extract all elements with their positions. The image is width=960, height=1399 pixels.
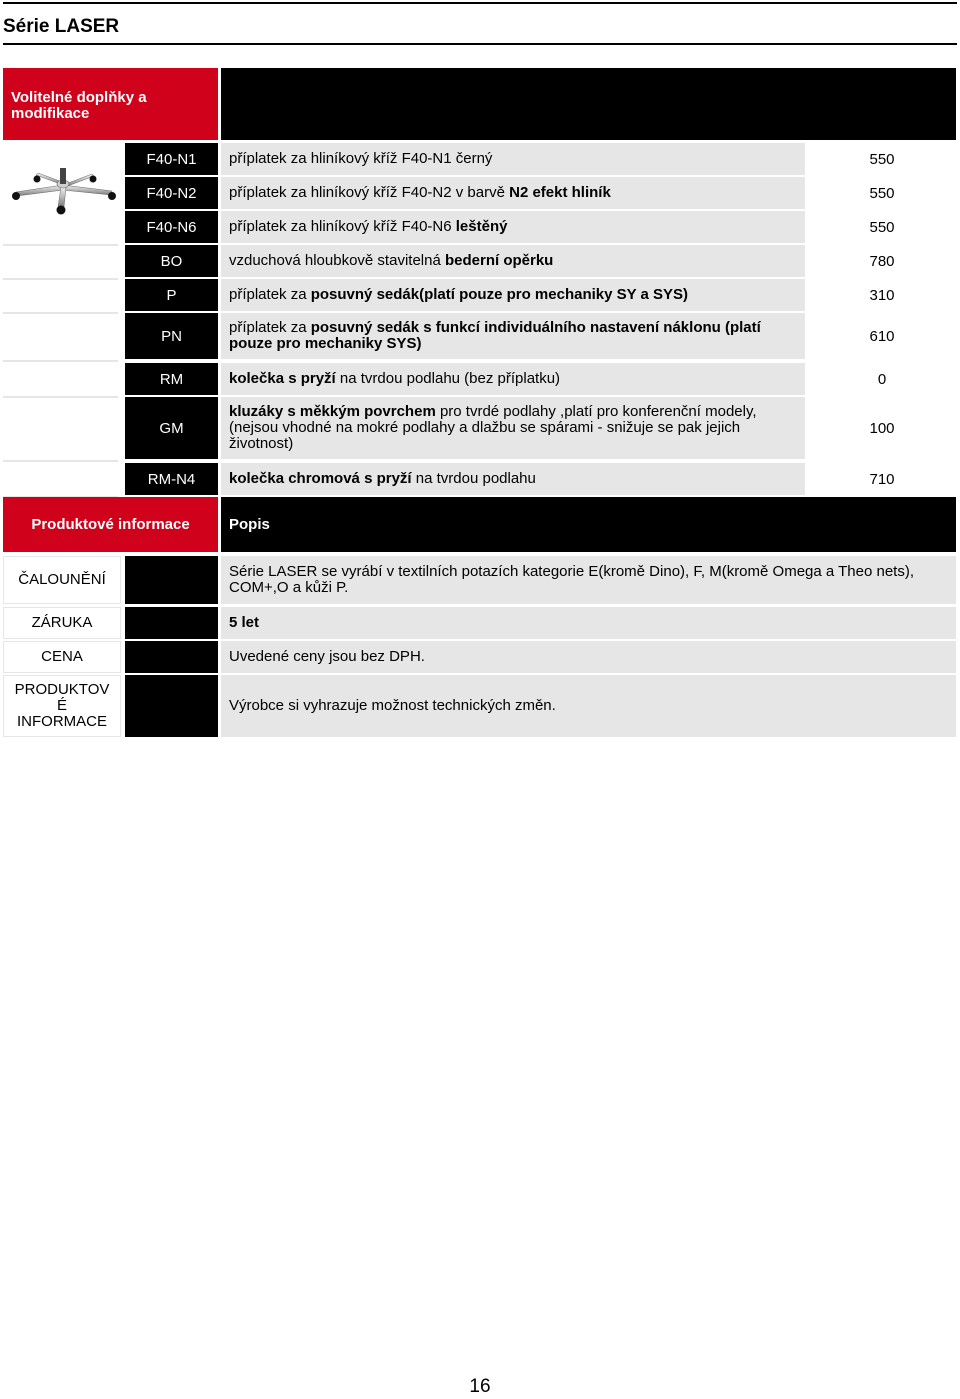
option-price: 0 (877, 370, 887, 388)
row-separator (3, 278, 118, 280)
option-code: PN (125, 313, 218, 359)
info-header: Produktové informace (3, 497, 218, 552)
chair-base-icon (8, 165, 118, 217)
info-label: ZÁRUKA (3, 607, 121, 639)
option-price: 100 (869, 419, 895, 437)
info-label: ČALOUNĚNÍ (3, 556, 121, 604)
option-code: F40-N1 (125, 143, 218, 175)
info-header-description: Popis (221, 497, 956, 552)
option-description: příplatek za hliníkový kříž F40-N1 černý (221, 143, 805, 175)
option-code: RM-N4 (125, 463, 218, 495)
row-separator (3, 460, 118, 462)
option-code: GM (125, 397, 218, 459)
option-description: příplatek za hliníkový kříž F40-N2 v barvě N2 efekt hliník (221, 177, 805, 209)
option-price: 610 (869, 327, 895, 345)
info-description: 5 let (221, 607, 956, 639)
page-number: 16 (469, 1376, 491, 1397)
option-price: 550 (869, 218, 895, 236)
info-spacer-cell (125, 607, 218, 639)
option-description: kluzáky s měkkým povrchem pro tvrdé podlahy ,platí pro konferenční modely, (nejsou vhodné na mokré podlahy a dlažbu se spárami - snižuje se pak jejich životnost) (221, 397, 805, 459)
info-spacer-cell (125, 641, 218, 673)
option-price: 310 (869, 286, 895, 304)
option-description: kolečka s pryží na tvrdou podlahu (bez příplatku) (221, 363, 805, 395)
option-description: příplatek za posuvný sedák s funkcí individuálního nastavení náklonu (platí pouze pro mechaniky SYS) (221, 313, 805, 359)
option-price: 710 (869, 470, 895, 488)
option-code: P (125, 279, 218, 311)
option-description: příplatek za hliníkový kříž F40-N6 leštěný (221, 211, 805, 243)
info-label: CENA (3, 641, 121, 673)
row-separator (3, 312, 118, 314)
info-spacer-cell (125, 675, 218, 737)
row-separator (3, 360, 118, 362)
info-description: Série LASER se vyrábí v textilních potazích kategorie E(kromě Dino), F, M(kromě Omega a Theo nets), COM+,O a kůži P. (221, 556, 956, 604)
option-description: vzduchová hloubkově stavitelná bederní opěrku (221, 245, 805, 277)
options-header-bar (221, 68, 956, 140)
row-separator (3, 396, 118, 398)
option-code: RM (125, 363, 218, 395)
option-price: 780 (869, 252, 895, 270)
option-code: F40-N2 (125, 177, 218, 209)
option-description: příplatek za posuvný sedák(platí pouze pro mechaniky SY a SYS) (221, 279, 805, 311)
option-price: 550 (869, 150, 895, 168)
option-code: BO (125, 245, 218, 277)
title-rule (3, 43, 957, 45)
option-description: kolečka chromová s pryží na tvrdou podlahu (221, 463, 805, 495)
page-title: Série LASER (3, 16, 120, 37)
info-label: PRODUKTOV É INFORMACE (3, 675, 121, 737)
options-header: Volitelné doplňky a modifikace (3, 68, 218, 140)
row-separator (3, 244, 118, 246)
option-price: 550 (869, 184, 895, 202)
top-rule (3, 2, 957, 4)
info-description: Uvedené ceny jsou bez DPH. (221, 641, 956, 673)
option-code: F40-N6 (125, 211, 218, 243)
info-spacer-cell (125, 556, 218, 604)
info-description: Výrobce si vyhrazuje možnost technických změn. (221, 675, 956, 737)
